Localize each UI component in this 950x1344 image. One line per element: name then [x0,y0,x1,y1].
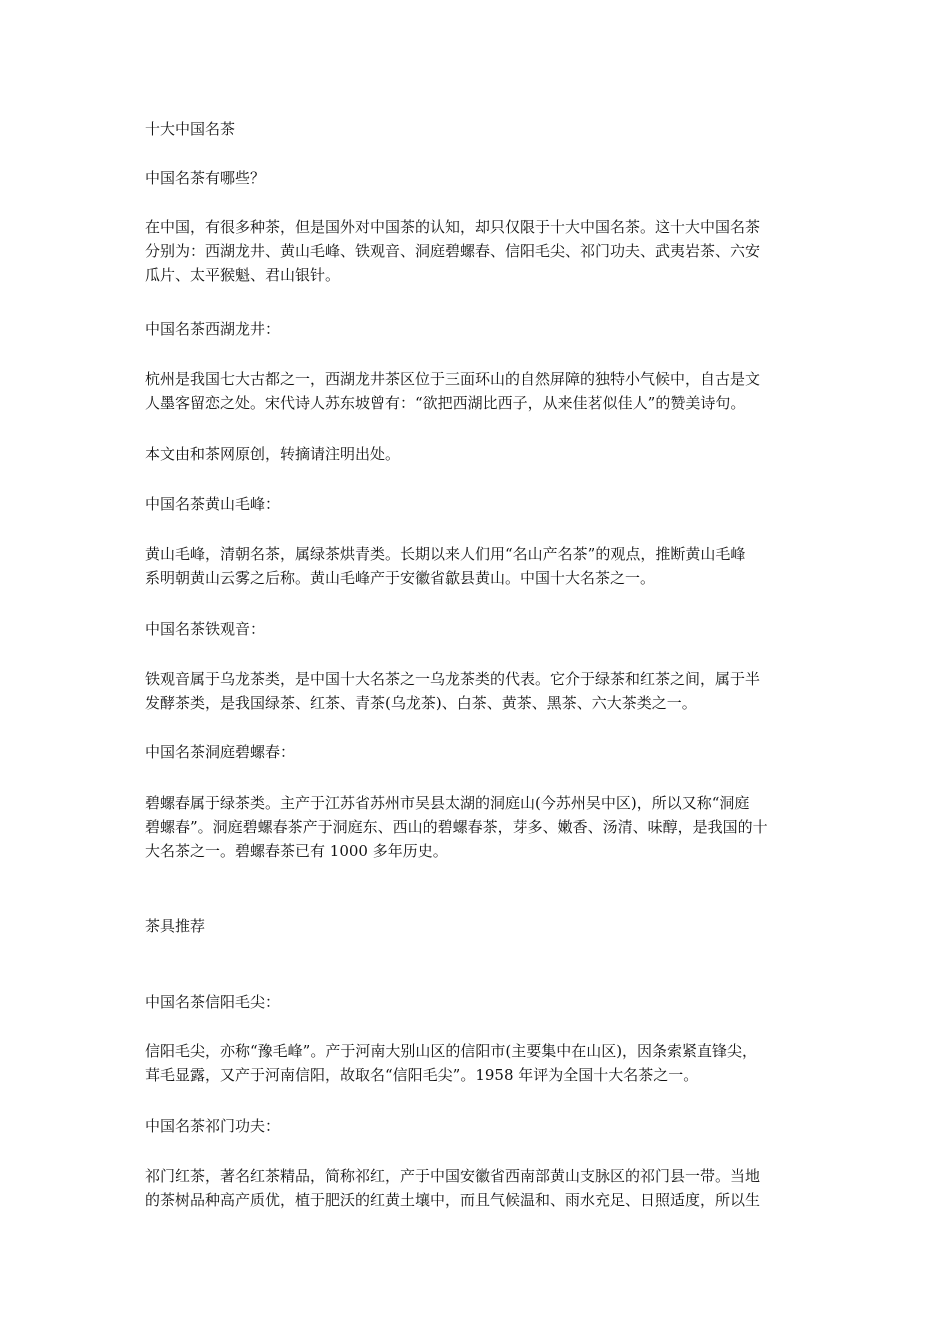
tieguanyin-heading: 中国名茶铁观音： [145,620,266,638]
xinyang-heading: 中国名茶信阳毛尖： [145,993,281,1011]
intro-paragraph [145,215,835,287]
biluochun-line: 碧螺春属于绿茶类。主产于江苏省苏州市吴县太湖的洞庭山(今苏州吴中区)，所以又称“洞庭 [145,794,750,812]
xihu-line: 人墨客留恋之处。宋代诗人苏东坡曾有：“欲把西湖比西子，从来佳茗似佳人”的赞美诗句。 [145,394,746,412]
qimen-line: 的茶树品种高产质优，植于肥沃的红黄土壤中，而且气候温和、雨水充足、日照适度，所以生 [145,1191,761,1209]
qimen-heading: 中国名茶祁门功夫： [145,1117,281,1135]
xihu-paragraph [145,367,835,415]
qimen-paragraph [145,1164,835,1212]
xinyang-line: 茸毛显露，又产于河南信阳，故取名“信阳毛尖”。1958 年评为全国十大名茶之一。 [145,1066,699,1084]
biluochun-heading: 中国名茶洞庭碧螺春： [145,743,296,761]
huangshan-line: 黄山毛峰，清朝名茶，属绿茶烘青类。长期以来人们用“名山产名茶”的观点，推断黄山毛峰 [145,545,746,563]
tieguanyin-line: 发酵茶类，是我国绿茶、红茶、青茶(乌龙茶)、白茶、黄茶、黑茶、六大茶类之一。 [145,694,697,712]
biluochun-line: 碧螺春”。洞庭碧螺春茶产于洞庭东、西山的碧螺春茶，芽多、嫩香、汤清、味醇，是我国的十 [145,818,768,836]
xihu-heading: 中国名茶西湖龙井： [145,320,281,338]
huangshan-line: 系明朝黄山云雾之后称。黄山毛峰产于安徽省歙县黄山。中国十大名茶之一。 [145,569,656,587]
huangshan-heading: 中国名茶黄山毛峰： [145,495,281,513]
huangshan-paragraph [145,542,835,590]
intro-line: 分别为：西湖龙井、黄山毛峰、铁观音、洞庭碧螺春、信阳毛尖、祁门功夫、武夷岩茶、六安 [145,242,761,260]
intro-line: 瓜片、太平猴魁、君山银针。 [145,266,341,284]
source-note: 本文由和茶网原创，转摘请注明出处。 [145,445,401,463]
xinyang-line: 信阳毛尖，亦称“豫毛峰”。产于河南大别山区的信阳市(主要集中在山区)，因条索紧直锋尖， [145,1042,758,1060]
xinyang-paragraph [145,1039,835,1087]
xihu-line: 杭州是我国七大古都之一，西湖龙井茶区位于三面环山的自然屏障的独特小气候中，自古是文 [145,370,761,388]
tieguanyin-paragraph [145,667,835,715]
biluochun-paragraph [145,791,835,863]
tieguanyin-line: 铁观音属于乌龙茶类，是中国十大名茶之一乌龙茶类的代表。它介于绿茶和红茶之间，属于半 [145,670,761,688]
document-title: 十大中国名茶 [145,120,236,138]
intro-line: 在中国，有很多种茶，但是国外对中国茶的认知，却只仅限于十大中国名茶。这十大中国名茶 [145,218,761,236]
question-heading: 中国名茶有哪些？ [145,169,266,187]
biluochun-line: 大名茶之一。碧螺春茶已有 1000 多年历史。 [145,842,448,860]
teaware-recommendation-link[interactable]: 茶具推荐 [145,917,206,935]
qimen-line: 祁门红茶，著名红茶精品，简称祁红，产于中国安徽省西南部黄山支脉区的祁门县一带。当地 [145,1167,761,1185]
